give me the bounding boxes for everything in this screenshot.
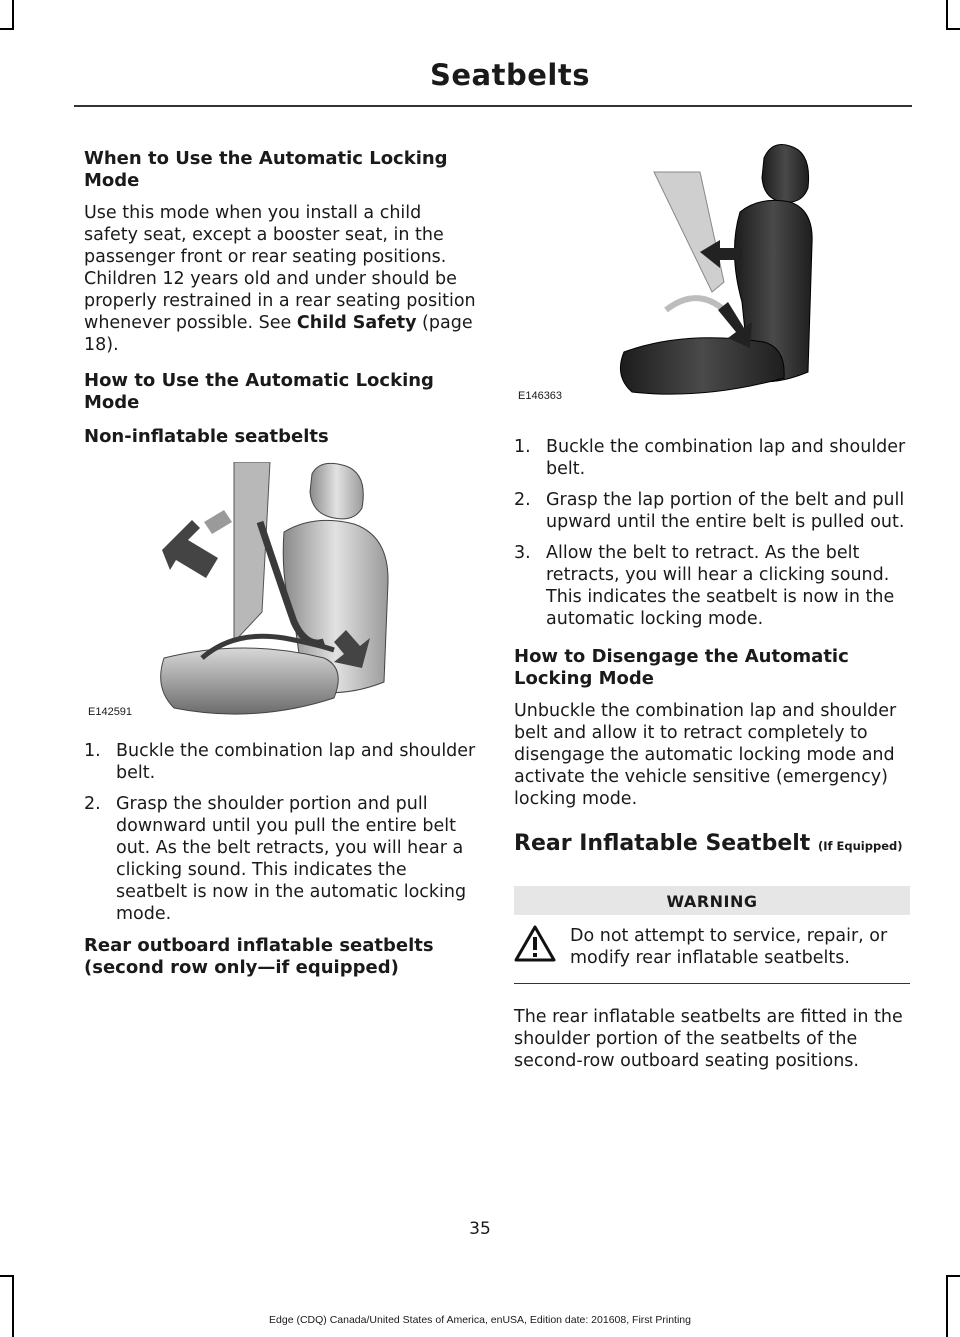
list-item [514,542,910,630]
section-heading: How to Disengage the Automatic Locking Mode [514,646,849,689]
section-heading: How to Use the Automatic Locking Mode [84,370,434,413]
crop-mark [946,1275,948,1337]
crop-mark [0,28,14,30]
crop-mark [946,1275,960,1277]
section-heading [514,830,910,860]
right-column [514,148,910,1072]
list-item [514,489,910,533]
section-heading: When to Use the Automatic Locking Mode [84,148,448,191]
page-footer: Edge (CDQ) Canada/United States of America, enUSA, Edition date: 201608, First Printing [269,1314,691,1326]
crop-mark [946,28,960,30]
heading-text: Rear Inflatable Seatbelt [514,831,811,856]
seat-illustration [514,132,910,408]
header-rule [74,105,912,107]
warning-triangle-icon [514,925,556,967]
warning-title: WARNING [514,886,910,915]
step-number: 2. [84,794,101,814]
step-text: Buckle the combination lap and shoulder belt. [546,437,906,479]
step-number: 1. [514,437,531,457]
paragraph-text: (page 18). [84,313,473,355]
list-item [514,436,910,480]
list-item [84,740,476,784]
step-number: 2. [514,490,531,510]
seatbelt-shoulder-figure [84,462,476,724]
figure-label: E142591 [88,706,133,718]
left-column [84,148,476,979]
paragraph-text: Use this mode when you install a child safety seat, except a booster seat, in the passenger front or rear seating positions. Children 12 years old and under should be properly restrained in a rear seating position whenever possible. See [84,203,476,333]
paragraph: Unbuckle the combination lap and shoulder belt and allow it to retract completely to disengage the automatic locking mode and activate the vehicle sensitive (emergency) locking mode. [514,701,897,809]
steps-list [84,740,476,925]
crop-mark [946,0,948,30]
crop-mark [12,1275,14,1337]
page-title: Seatbelts [430,58,590,92]
crop-mark [12,0,14,30]
seatbelt-lap-figure [514,132,910,408]
heading-suffix: (If Equipped) [817,839,903,853]
paragraph [84,202,476,356]
step-number: 1. [84,741,101,761]
page-number: 35 [469,1219,491,1239]
step-text: Allow the belt to retract. As the belt retracts, you will hear a clicking sound. This indicates the seatbelt is now in the automatic locking mode. [546,543,895,629]
list-item [84,793,476,925]
warning-box [514,886,910,984]
figure-label: E146363 [518,390,563,402]
child-safety-link[interactable]: Child Safety [296,313,417,333]
seat-illustration [84,462,476,724]
steps-list [514,436,910,630]
subsection-heading: Rear outboard inflatable seatbelts (second row only—if equipped) [84,935,434,978]
step-number: 3. [514,543,531,563]
step-text: Grasp the shoulder portion and pull downward until you pull the entire belt out. As the belt retracts, you will hear a clicking sound. This indicates the seatbelt is now in the automatic locking mode. [116,794,467,924]
step-text: Grasp the lap portion of the belt and pull upward until the entire belt is pulled out. [546,490,905,532]
warning-body [514,915,910,984]
crop-mark [0,1275,14,1277]
paragraph: The rear inflatable seatbelts are fitted in the shoulder portion of the seatbelts of the second-row outboard seating positions. [514,1007,903,1071]
subsection-heading: Non-inflatable seatbelts [84,426,329,447]
warning-text: Do not attempt to service, repair, or modify rear inflatable seatbelts. [570,926,888,968]
step-text: Buckle the combination lap and shoulder belt. [116,741,476,783]
